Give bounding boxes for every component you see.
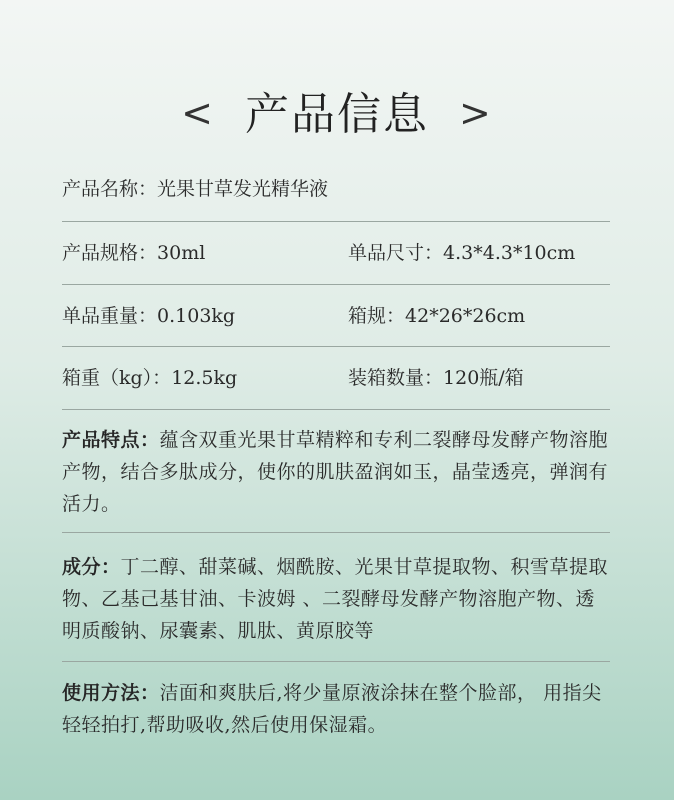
box-spec-cell	[348, 301, 525, 331]
divider	[62, 661, 610, 662]
features-text: 蕴含双重光果甘草精粹和专利二裂酵母发酵产物溶胞产物，结合多肽成分，使你的肌肤盈润如玉，晶莹透亮，弹润有活力。	[62, 429, 609, 515]
size-label: 单品尺寸：	[348, 242, 444, 264]
box-count-label: 装箱数量：	[348, 367, 444, 389]
spec-label: 产品规格：	[62, 242, 158, 264]
chevron-left-icon: <	[181, 91, 215, 135]
ingredients-paragraph	[62, 551, 614, 647]
chevron-right-icon: >	[459, 91, 493, 135]
row-spec-size	[62, 238, 610, 268]
size-value: 4.3*4.3*10cm	[443, 242, 576, 264]
divider	[62, 284, 610, 285]
row-product-name	[62, 174, 610, 204]
divider	[62, 346, 610, 347]
features-paragraph	[62, 424, 614, 520]
usage-text: 洁面和爽肤后,将少量原液涂抹在整个脸部， 用指尖轻轻拍打,帮助吸收,然后使用保湿霜。	[62, 682, 602, 736]
weight-label: 单品重量：	[62, 305, 158, 327]
size-cell	[348, 238, 575, 268]
features-label: 产品特点：	[62, 429, 160, 451]
box-spec-value: 42*26*26cm	[405, 305, 526, 327]
box-count-cell	[348, 363, 524, 393]
box-spec-label: 箱规：	[348, 305, 406, 327]
weight-value: 0.103kg	[157, 305, 236, 327]
ingredients-label: 成分：	[62, 556, 121, 578]
usage-paragraph	[62, 677, 614, 741]
product-name-value: 光果甘草发光精华液	[157, 178, 329, 200]
divider	[62, 532, 610, 533]
box-weight-label: 箱重（kg）：	[62, 367, 172, 389]
row-weight-box-spec	[62, 301, 610, 331]
ingredients-text: 丁二醇、甜菜碱、烟酰胺、光果甘草提取物、积雪草提取物、乙基己基甘油、卡波姆 、二裂酵母发酵产物溶胞产物、透明质酸钠、尿囊素、肌肽、黄原胶等	[62, 556, 609, 642]
divider	[62, 221, 610, 222]
product-name-label: 产品名称：	[62, 178, 158, 200]
row-box-weight-count	[62, 363, 610, 393]
usage-label: 使用方法：	[62, 682, 160, 704]
spec-value: 30ml	[157, 242, 206, 264]
title-text: 产品信息	[245, 89, 429, 140]
box-weight-value: 12.5kg	[171, 367, 238, 389]
box-count-value: 120瓶/箱	[443, 367, 524, 389]
divider	[62, 409, 610, 410]
page-title	[0, 78, 674, 142]
